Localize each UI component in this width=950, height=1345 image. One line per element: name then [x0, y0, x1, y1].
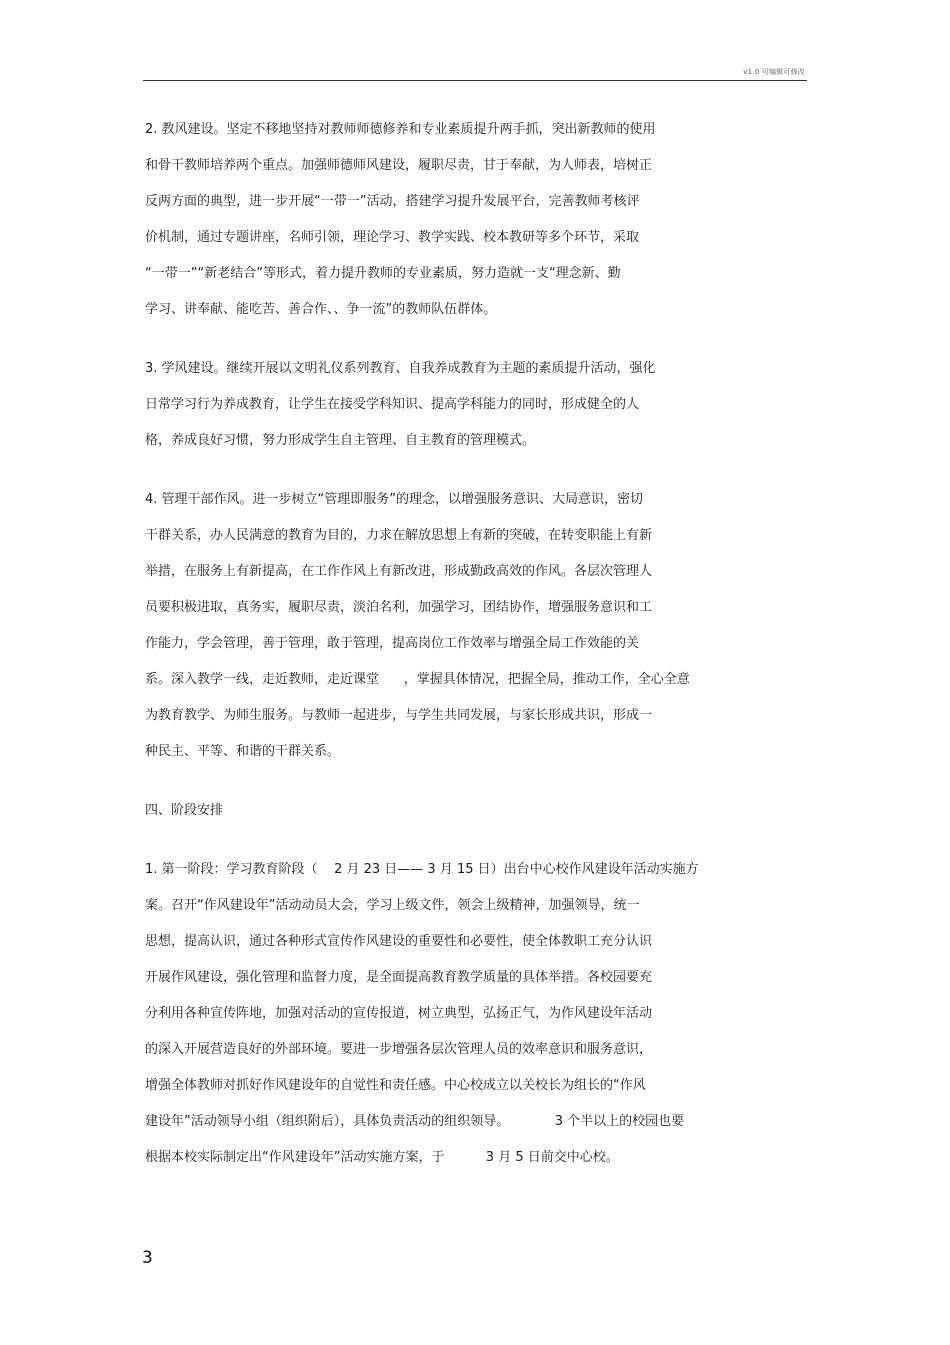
paragraph	[145, 793, 785, 829]
text-line: 日常学习行为养成教育，让学生在接受学科知识、提高学科能力的同时，形成健全的人	[145, 397, 640, 412]
text-line: 增强全体教师对抓好作风建设年的自觉性和责任感。中心校成立以关校长为组长的“作风	[145, 1078, 646, 1093]
text-line: 案。召开“作风建设年”活动动员大会，学习上级文件，领会上级精神，加强领导，统一	[145, 898, 640, 913]
text-line: 分利用各种宣传阵地，加强对活动的宣传报道，树立典型，弘扬正气，为作风建设年活动	[145, 1006, 653, 1021]
document-body	[145, 112, 785, 1176]
version-tag: v1.0 可编辑可修改	[743, 68, 805, 76]
text-line: 种民主、平等、和谐的干群关系。	[145, 744, 341, 759]
text-line: 的深入开展营造良好的外部环境。要进一步增强各层次管理人员的效率意识和服务意识，	[145, 1042, 653, 1057]
text-line: 根据本校实际制定出“作风建设年”活动实施方案，于 3 月 5 日前交中心校。	[145, 1150, 619, 1165]
text-line: 为教育教学、为师生服务。与教师一起进步，与学生共同发展，与家长形成共识，形成一	[145, 708, 653, 723]
text-line: 作能力，学会管理，善于管理，敢于管理，提高岗位工作效率与增强全局工作效能的关	[145, 636, 640, 651]
text-line: 思想，提高认识，通过各种形式宣传作风建设的重要性和必要性，使全体教职工充分认识	[145, 934, 653, 949]
text-line: 格，养成良好习惯，努力形成学生自主管理、自主教育的管理模式。	[145, 433, 536, 448]
text-line: 系。深入教学一线，走近教师，走近课堂 ，掌握具体情况，把握全局，推动工作，全心全意	[145, 672, 690, 687]
paragraph	[145, 351, 785, 459]
text-line: 和骨干教师培养两个重点。加强师德师风建设，履职尽责，甘于奉献，为人师表，培树正	[145, 158, 653, 173]
text-line: 2. 教风建设。坚定不移地坚持对教师师德修养和专业素质提升两手抓，突出新教师的使用	[145, 122, 656, 137]
text-line: “一带一”“新老结合”等形式，着力提升教师的专业素质，努力造就一支“理念新、勤	[145, 266, 621, 281]
paragraph	[145, 112, 785, 328]
text-line: 价机制，通过专题讲座，名师引领，理论学习、教学实践、校本教研等多个环节，采取	[145, 230, 640, 245]
text-line: 4. 管理干部作风。进一步树立“管理即服务”的理念，以增强服务意识、大局意识，密切	[145, 492, 644, 507]
text-line: 干群关系，办人民满意的教育为目的，力求在解放思想上有新的突破，在转变职能上有新	[145, 528, 653, 543]
text-line: 建设年”活动领导小组（组织附后），具体负责活动的组织领导。 3 个半以上的校园也要	[145, 1114, 685, 1129]
text-line: 反两方面的典型，进一步开展“一带一”活动，搭建学习提升发展平台，完善教师考核评	[145, 194, 640, 209]
paragraph	[145, 482, 785, 770]
text-line: 员要积极进取，真务实，履职尽责，淡泊名利，加强学习，团结协作，增强服务意识和工	[145, 600, 653, 615]
text-line: 3. 学风建设。继续开展以文明礼仪系列教育、自我养成教育为主题的素质提升活动，强化	[145, 361, 656, 376]
text-line: 1. 第一阶段：学习教育阶段（ 2 月 23 日—— 3 月 15 日）出台中心校作风建设年活动实施方	[145, 862, 699, 877]
text-line: 举措，在服务上有新提高，在工作作风上有新改进，形成勤政高效的作风。各层次管理人	[145, 564, 653, 579]
page-number: 3	[142, 1248, 153, 1268]
header-divider	[143, 80, 807, 81]
text-line: 四、阶段安排	[145, 803, 224, 818]
text-line: 学习、讲奉献、能吃苦、善合作、、争一流”的教师队伍群体。	[145, 302, 497, 317]
text-line: 开展作风建设，强化管理和监督力度，是全面提高教育教学质量的具体举措。各校园要充	[145, 970, 653, 985]
paragraph	[145, 852, 785, 1176]
